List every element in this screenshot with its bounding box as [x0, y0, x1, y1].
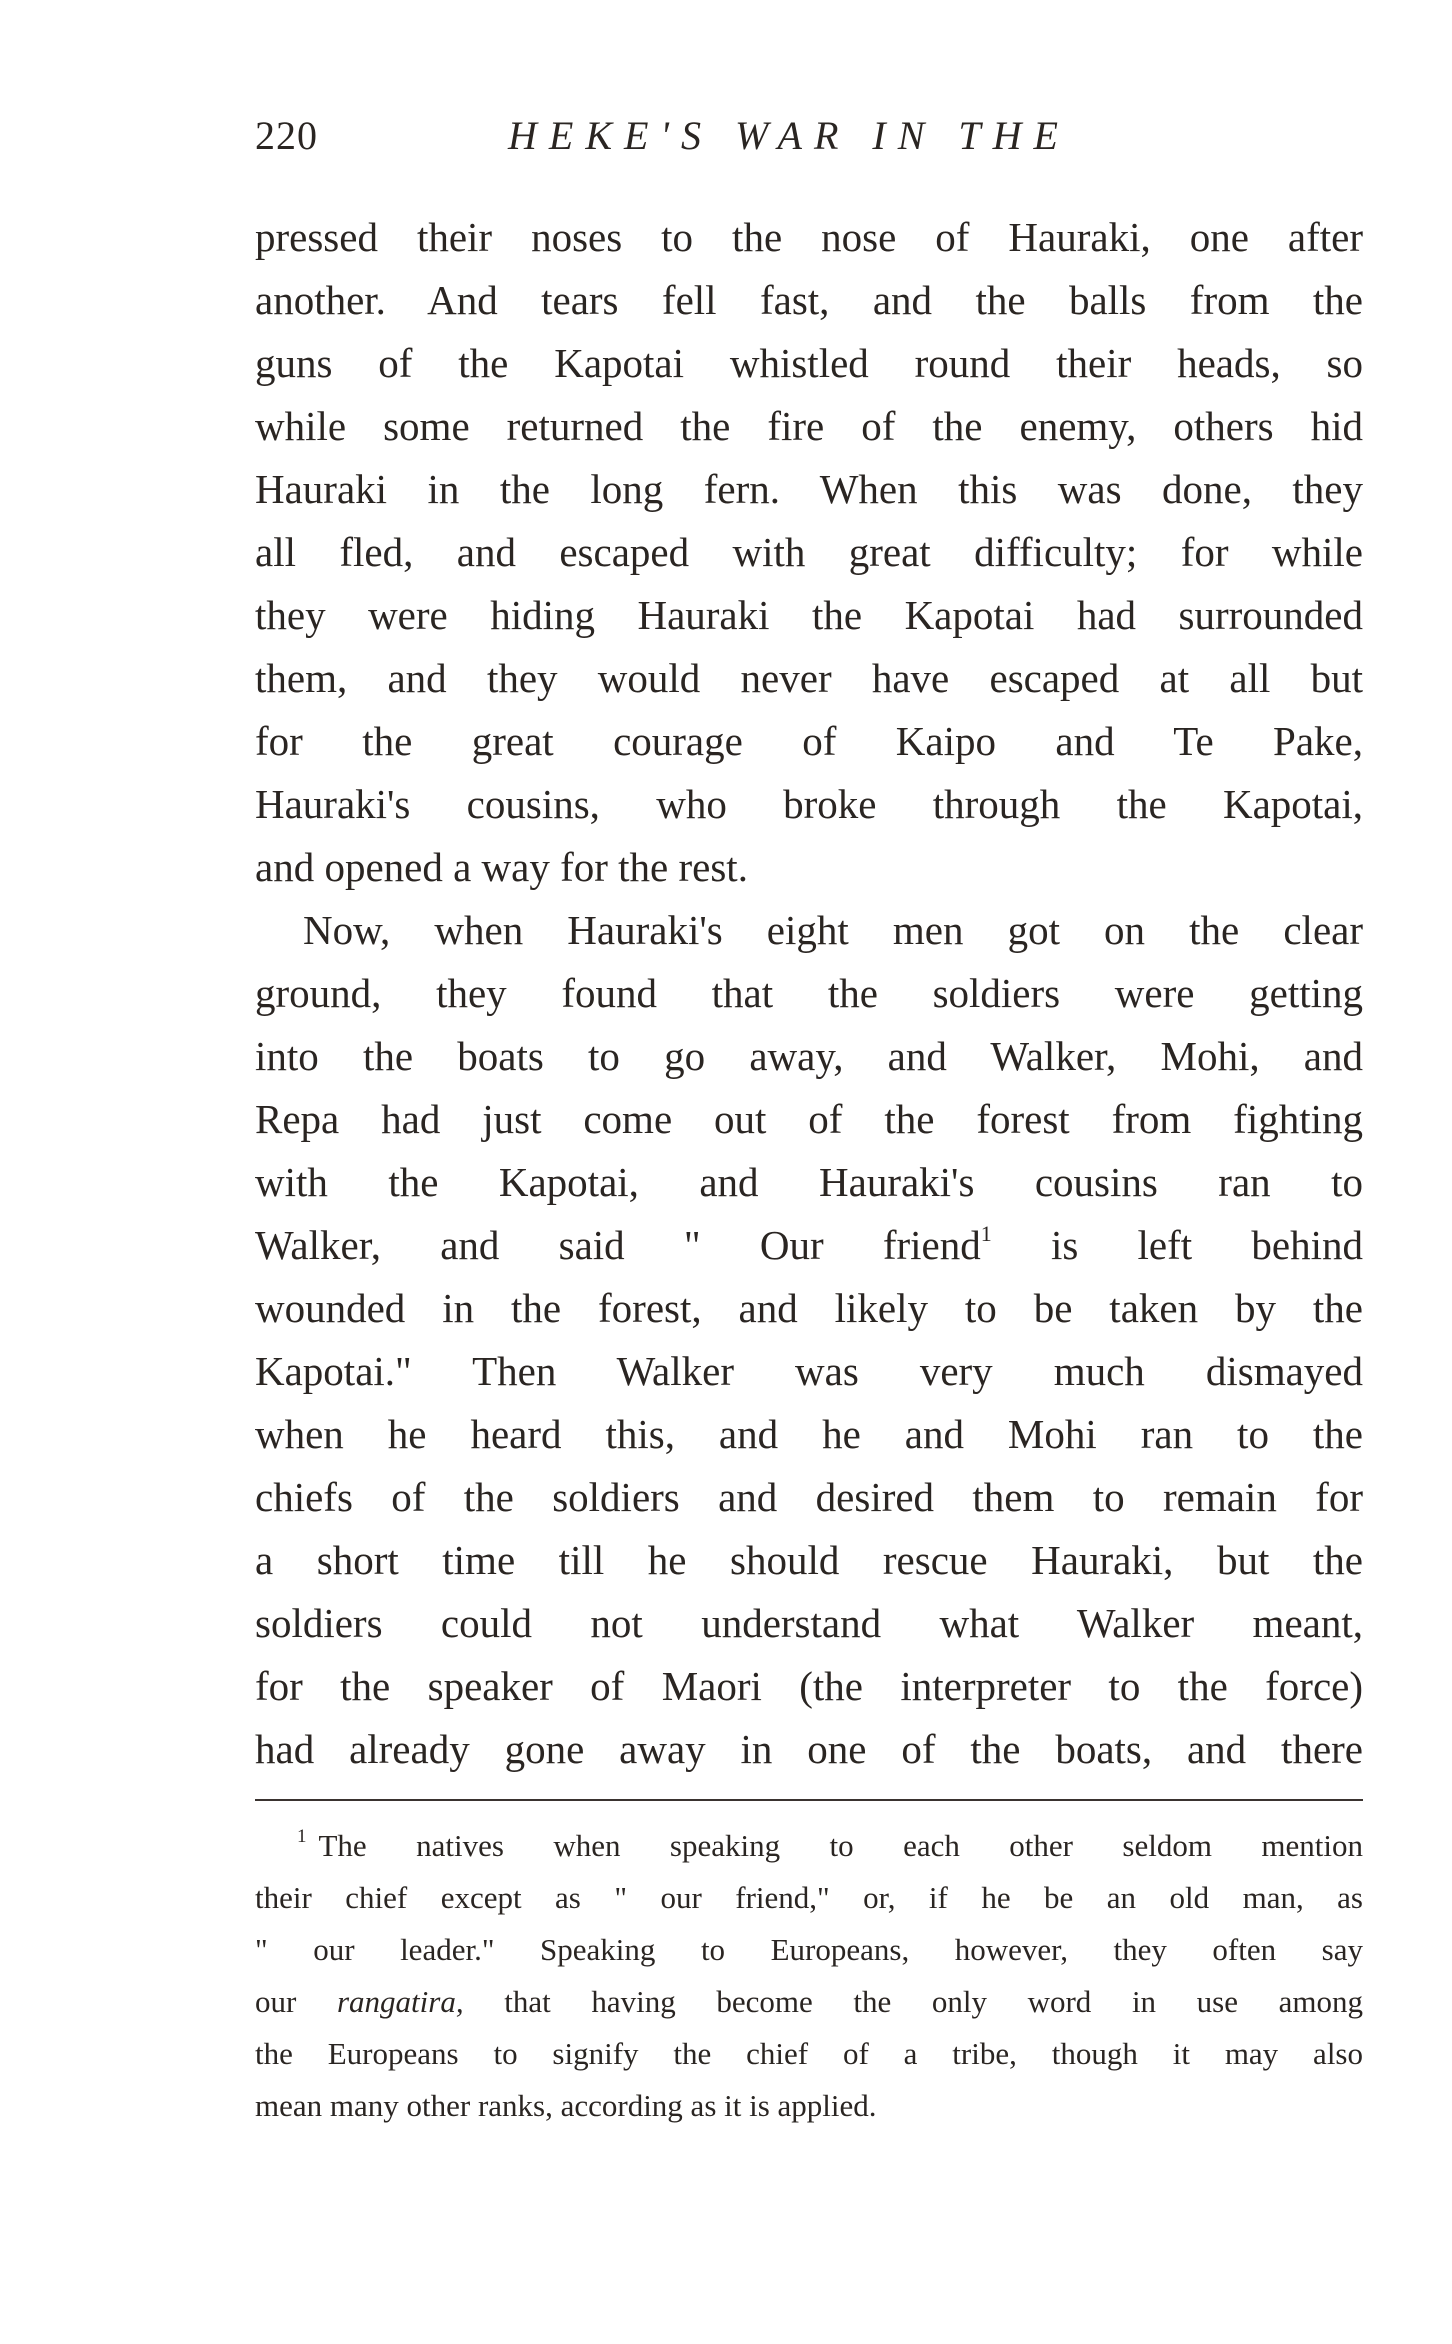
footnote-line: the Europeans to signify the chief of a tribe, though it may also	[255, 2036, 1363, 2071]
footnote-text: The natives when speaking to each other seldom mention	[318, 1828, 1363, 1863]
text-line: when he heard this, and he and Mohi ran to the	[255, 1411, 1363, 1457]
text-line: Kapotai." Then Walker was very much dismayed	[255, 1348, 1363, 1394]
footnote-reference: 1	[980, 1221, 992, 1246]
footnote-line: " our leader." Speaking to Europeans, however, they often say	[255, 1932, 1363, 1967]
text-segment: is left behind	[1050, 1222, 1363, 1268]
footnote-text: our	[255, 1984, 297, 2019]
text-line: wounded in the forest, and likely to be taken by the	[255, 1285, 1363, 1331]
text-line: all fled, and escaped with great difficulty; for while	[255, 529, 1363, 575]
text-line: soldiers could not understand what Walker meant,	[255, 1600, 1363, 1646]
text-line: for the speaker of Maori (the interpreter to the force)	[255, 1663, 1363, 1709]
text-line: and opened a way for the rest.	[255, 844, 748, 890]
text-line: with the Kapotai, and Hauraki's cousins ran to	[255, 1159, 1363, 1205]
text-segment: Walker, and said " Our friend	[255, 1222, 981, 1268]
footnote	[255, 1820, 1363, 2132]
text-line: them, and they would never have escaped at all but	[255, 655, 1363, 701]
text-line: Hauraki's cousins, who broke through the Kapotai,	[255, 781, 1363, 827]
footnote-italic-term: rangatira,	[336, 1984, 464, 2019]
footnote-marker: 1	[297, 1826, 307, 1847]
footnote-line: mean many other ranks, according as it is applied.	[255, 2088, 877, 2123]
body-text	[255, 206, 1363, 1781]
text-line: they were hiding Hauraki the Kapotai had surrounded	[255, 592, 1363, 638]
footnote-line	[255, 1820, 1363, 1872]
text-line: ground, they found that the soldiers were getting	[255, 970, 1363, 1016]
footnote-line	[255, 1976, 1363, 2028]
footnote-line: their chief except as " our friend," or, if he be an old man, as	[255, 1880, 1363, 1915]
text-line: a short time till he should rescue Hauraki, but the	[255, 1537, 1363, 1583]
text-line: Hauraki in the long fern. When this was done, they	[255, 466, 1363, 512]
footnote-text: that having become the only word in use among	[504, 1984, 1364, 2019]
footnote-divider	[255, 1799, 1363, 1801]
text-line: chiefs of the soldiers and desired them to remain for	[255, 1474, 1363, 1520]
text-line: into the boats to go away, and Walker, Mohi, and	[255, 1033, 1363, 1079]
running-head: HEKE'S WAR IN THE	[508, 113, 1070, 158]
text-line: had already gone away in one of the boats, and there	[255, 1726, 1363, 1772]
text-line: another. And tears fell fast, and the balls from the	[255, 277, 1363, 323]
text-line: guns of the Kapotai whistled round their heads, so	[255, 340, 1363, 386]
paragraph-start-line: Now, when Hauraki's eight men got on the clear	[303, 907, 1363, 953]
page-number: 220	[255, 113, 318, 158]
text-line-with-footnote-ref	[255, 1214, 1363, 1277]
text-line: Repa had just come out of the forest from fighting	[255, 1096, 1363, 1142]
text-line: pressed their noses to the nose of Hauraki, one after	[255, 214, 1363, 260]
text-line: for the great courage of Kaipo and Te Pake,	[255, 718, 1363, 764]
page-header	[255, 112, 1363, 172]
text-line: while some returned the fire of the enemy, others hid	[255, 403, 1363, 449]
